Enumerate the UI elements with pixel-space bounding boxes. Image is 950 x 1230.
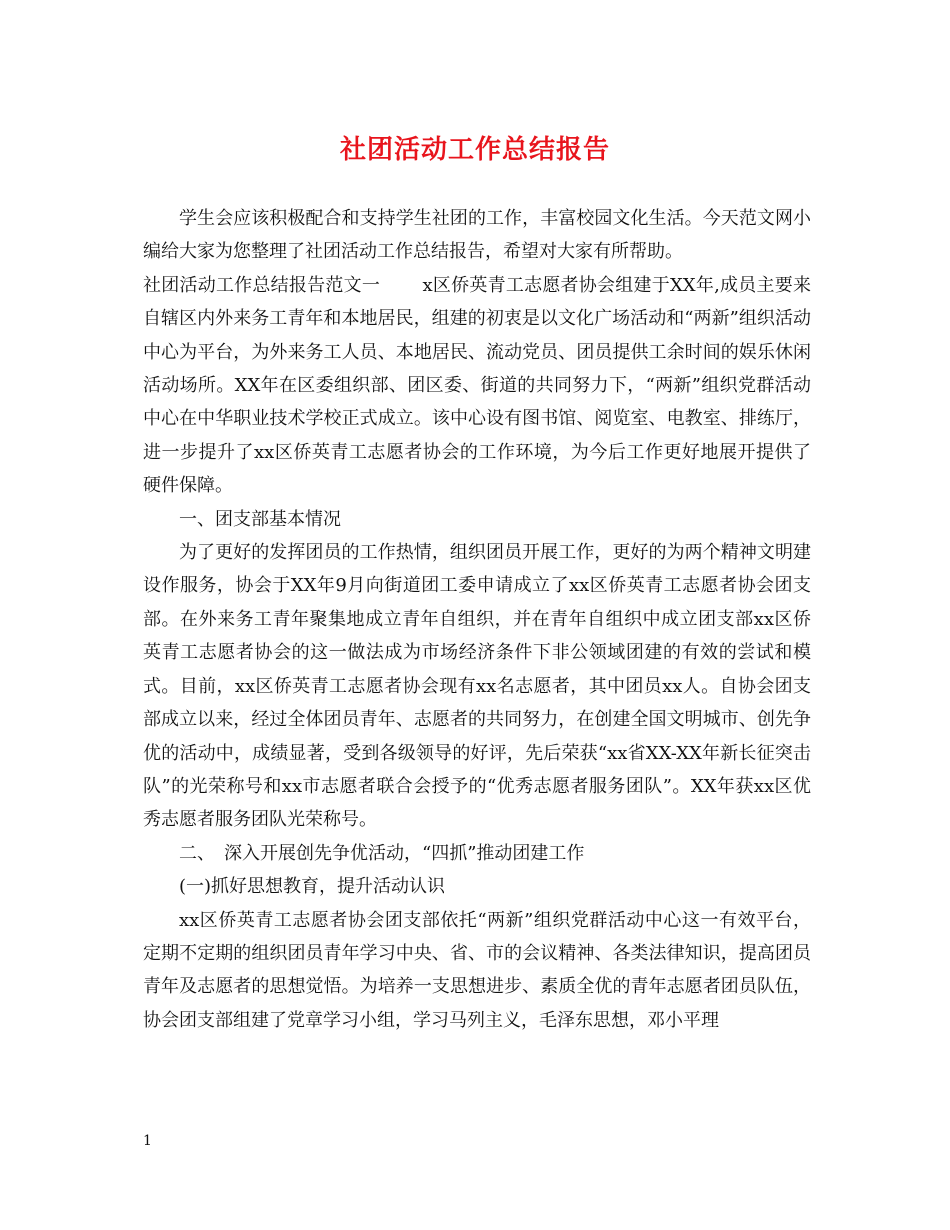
paragraph: 为了更好的发挥团员的工作热情，组织团员开展工作，更好的为两个精神文明建设作服务，协会于XX年9月向街道团工委申请成立了xx区侨英青工志愿者协会团支部。在外来务工青年聚集地成立青年自组织，并在青年自组织中成立团支部xx区侨英青工志愿者协会的这一做法成为市场经济条件下非公领域团建的有效的尝试和模式。目前，xx区侨英青工志愿者协会现有xx名志愿者，其中团员xx人。自协会团支部成立以来，经过全体团员青年、志愿者的共同努力，在创建全国文明城市、创先争优的活动中，成绩显著，受到各级领导的好评，先后荣获“xx省XX-XX年新长征突击队”的光荣称号和xx市志愿者联合会授予的“优秀志愿者服务团队”。XX年获xx区优秀志愿者服务团队光荣称号。 [143,542,811,831]
paragraph: xx区侨英青工志愿者协会团支部依托“两新”组织党群活动中心这一有效平台，定期不定期的组织团员青年学习中央、省、市的会议精神、各类法律知识，提高团员青年及志愿者的思想觉悟。为培养一支思想进步、素质全优的青年志愿者团员队伍，协会团支部组建了党章学习小组，学习马列主义，毛泽东思想，邓小平理 [143,909,811,1031]
document-title: 社团活动工作总结报告 [339,135,610,165]
paragraph: 二、 深入开展创先争优活动，“四抓”推动团建工作 [179,842,585,864]
paragraph: 一、团支部基本情况 [179,508,341,530]
page-number: 1 [143,1133,152,1149]
paragraph: (一)抓好思想教育，提升活动认识 [179,876,446,898]
document-body [143,202,811,1037]
paragraph: 社团活动工作总结报告范文一 x区侨英青工志愿者协会组建于XX年,成员主要来自辖区内外来务工青年和本地居民，组建的初衷是以文化广场活动和“两新”组织活动中心为平台，为外来务工人员、本地居民、流动党员、团员提供工余时间的娱乐休闲活动场所。XX年在区委组织部、团区委、街道的共同努力下，“两新”组织党群活动中心在中华职业技术学校正式成立。该中心设有图书馆、阅览室、电教室、排练厅，进一步提升了xx区侨英青工志愿者协会的工作环境，为今后工作更好地展开提供了硬件保障。 [143,274,811,497]
paragraph: 学生会应该积极配合和支持学生社团的工作，丰富校园文化生活。今天范文网小编给大家为您整理了社团活动工作总结报告，希望对大家有所帮助。 [143,208,811,263]
